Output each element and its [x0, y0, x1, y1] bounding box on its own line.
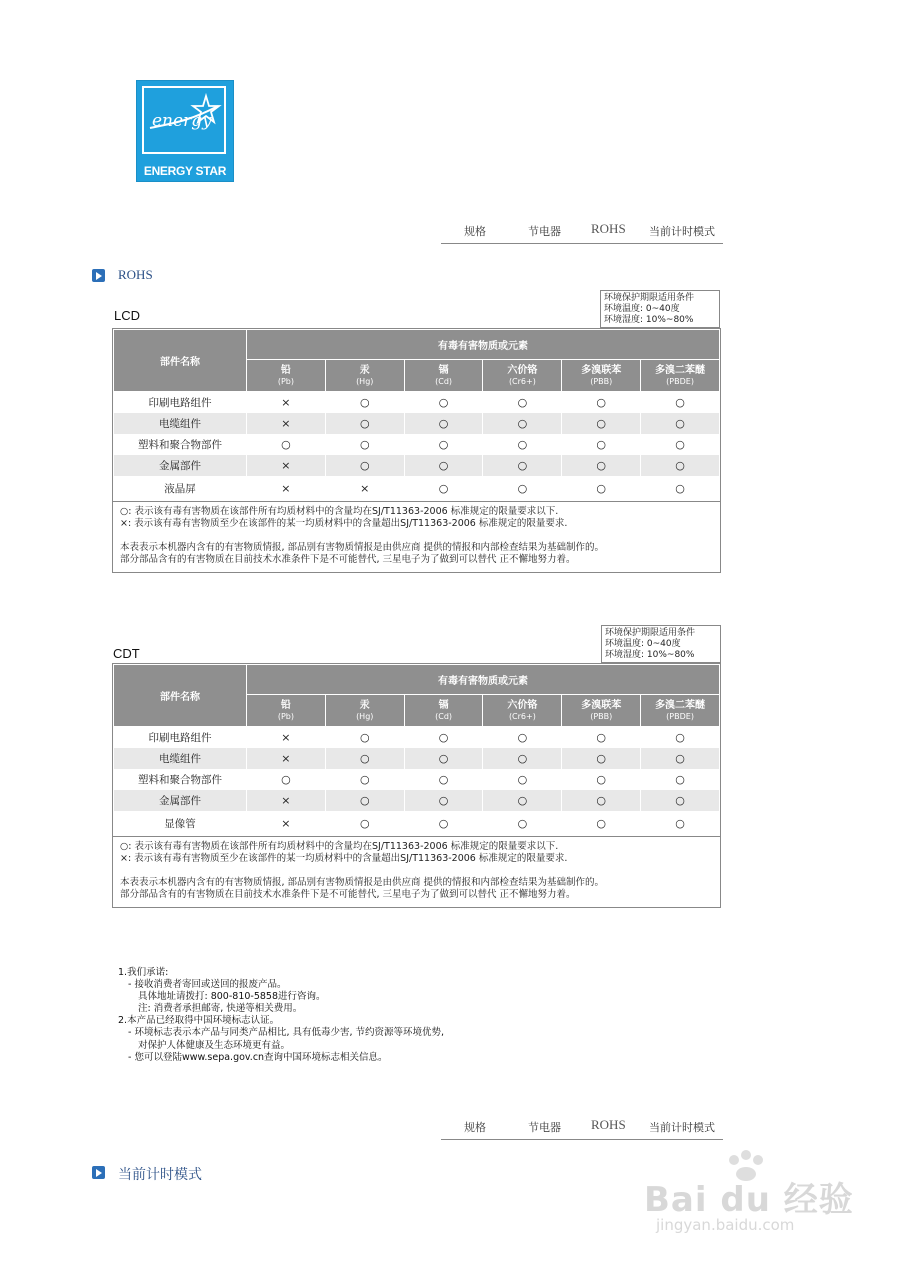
- value-cell: ○: [325, 769, 404, 790]
- value-cell: ○: [483, 413, 562, 434]
- toxic-substances-header: 有毒有害物质或元素: [247, 665, 720, 695]
- part-name-header: 部件名称: [114, 330, 247, 392]
- part-cell: 金属部件: [114, 790, 247, 811]
- value-cell: ○: [404, 727, 483, 748]
- value-cell: ×: [247, 727, 326, 748]
- part-cell: 电缆组件: [114, 413, 247, 434]
- commitment-line: 1.我们承诺:: [118, 967, 169, 978]
- value-cell: ○: [404, 455, 483, 476]
- condition-line: 环境湿度: 10%~80%: [605, 650, 695, 660]
- pbde-header: 多溴二苯醚 (PBDE): [641, 695, 720, 727]
- value-cell: ○: [641, 476, 720, 501]
- note-line: ×: 表示该有毒有害物质至少在该部件的某一均质材料中的含量超出SJ/T11363-2006 标准规定的限量要求.: [120, 852, 568, 864]
- value-cell: ○: [562, 769, 641, 790]
- commitments-block: [118, 967, 444, 1064]
- pbb-header: 多溴联苯 (PBB): [562, 360, 641, 392]
- value-cell: ○: [325, 727, 404, 748]
- value-cell: ○: [247, 434, 326, 455]
- note-line: 本表表示本机器内含有的有害物质情报, 部品别有害物质情报是由供应商 提供的情报和内部检查结果为基础制作的。: [120, 876, 605, 888]
- value-cell: ○: [641, 748, 720, 769]
- nav-timing-link[interactable]: 当前计时模式: [649, 225, 715, 238]
- value-cell: ○: [483, 392, 562, 413]
- value-cell: ○: [641, 413, 720, 434]
- value-cell: ×: [247, 748, 326, 769]
- value-cell: ○: [562, 811, 641, 836]
- nav-rohs-link[interactable]: ROHS: [591, 1117, 626, 1132]
- condition-line: 环境湿度: 10%~80%: [604, 315, 694, 325]
- note-line: 本表表示本机器内含有的有害物质情报, 部品别有害物质情报是由供应商 提供的情报和内部检查结果为基础制作的。: [120, 541, 605, 553]
- pbb-header: 多溴联苯 (PBB): [562, 695, 641, 727]
- condition-line: 环境温度: 0~40度: [604, 304, 680, 314]
- lcd-conditions-box: [600, 290, 720, 328]
- pb-header: 铅 (Pb): [247, 360, 326, 392]
- value-cell: ○: [483, 790, 562, 811]
- table-row: [114, 392, 720, 413]
- value-cell: ○: [641, 434, 720, 455]
- energy-star-emblem: [142, 86, 226, 154]
- part-cell: 电缆组件: [114, 748, 247, 769]
- note-line: ○: 表示该有毒有害物质在该部件所有均质材料中的含量均在SJ/T11363-2006 标准规定的限量要求以下.: [120, 505, 559, 517]
- energy-script: energy: [152, 111, 212, 131]
- value-cell: ○: [641, 790, 720, 811]
- condition-line: 环境保护期限适用条件: [604, 293, 695, 303]
- commitment-line: - 您可以登陆www.sepa.gov.cn查询中国环境标志相关信息。: [128, 1051, 388, 1063]
- top-nav: [441, 221, 723, 244]
- energy-star-icon: [144, 88, 224, 152]
- value-cell: ○: [562, 748, 641, 769]
- commitment-line: 2.本产品已经取得中国环境标志认证。: [118, 1015, 280, 1027]
- cr6-header: 六价铬 (Cr6+): [483, 360, 562, 392]
- bottom-nav: [441, 1117, 723, 1140]
- hg-header: 汞 (Hg): [325, 695, 404, 727]
- value-cell: ○: [562, 392, 641, 413]
- value-cell: ×: [247, 455, 326, 476]
- value-cell: ○: [562, 790, 641, 811]
- value-cell: ○: [483, 811, 562, 836]
- note-line: 部分部品含有的有害物质在目前技术水准条件下是不可能替代, 三星电子为了做到可以替代 正不懈地努力着。: [120, 553, 576, 565]
- value-cell: ○: [247, 769, 326, 790]
- value-cell: ○: [483, 748, 562, 769]
- table-row: [114, 790, 720, 811]
- commitment-line: 对保护人体健康及生态环境更有益。: [138, 1039, 291, 1051]
- commitment-line: 注: 消费者承担邮寄, 快递等相关费用。: [138, 1003, 303, 1015]
- rohs-title: ROHS: [118, 267, 153, 282]
- value-cell: ○: [562, 413, 641, 434]
- value-cell: ×: [325, 476, 404, 501]
- value-cell: ×: [247, 392, 326, 413]
- value-cell: ○: [641, 727, 720, 748]
- condition-line: 环境温度: 0~40度: [605, 639, 681, 649]
- value-cell: ○: [562, 455, 641, 476]
- baidu-watermark: [640, 1150, 860, 1240]
- timing-title: 当前计时模式: [118, 1167, 202, 1183]
- pbde-header: 多溴二苯醚 (PBDE): [641, 360, 720, 392]
- value-cell: ○: [404, 748, 483, 769]
- value-cell: ○: [562, 476, 641, 501]
- value-cell: ○: [562, 434, 641, 455]
- value-cell: ○: [483, 769, 562, 790]
- nav-timing-link[interactable]: 当前计时模式: [649, 1121, 715, 1134]
- nav-rohs-link[interactable]: ROHS: [591, 221, 626, 236]
- nav-spec-link[interactable]: 规格: [464, 225, 486, 238]
- energy-star-logo: [136, 80, 234, 182]
- value-cell: ○: [483, 434, 562, 455]
- value-cell: ○: [325, 748, 404, 769]
- value-cell: ○: [404, 811, 483, 836]
- value-cell: ○: [404, 434, 483, 455]
- value-cell: ○: [325, 392, 404, 413]
- condition-line: 环境保护期限适用条件: [605, 628, 696, 638]
- value-cell: ×: [247, 413, 326, 434]
- cr6-header: 六价铬 (Cr6+): [483, 695, 562, 727]
- value-cell: ○: [404, 392, 483, 413]
- hg-header: 汞 (Hg): [325, 360, 404, 392]
- table-row: [114, 727, 720, 748]
- energy-star-label: ENERGY STAR: [143, 164, 227, 178]
- commitment-line: 具体地址请拨打: 800-810-5858进行咨询。: [138, 991, 326, 1003]
- value-cell: ○: [404, 476, 483, 501]
- value-cell: ○: [325, 455, 404, 476]
- value-cell: ×: [247, 790, 326, 811]
- value-cell: ×: [247, 811, 326, 836]
- value-cell: ○: [562, 727, 641, 748]
- table-row: [114, 769, 720, 790]
- nav-power-saver-link[interactable]: 节电器: [528, 225, 561, 238]
- part-name-header: 部件名称: [114, 665, 247, 727]
- arrow-bullet-icon: [92, 1166, 105, 1179]
- cdt-notes: [113, 836, 720, 907]
- lcd-label: LCD: [114, 308, 141, 323]
- value-cell: ○: [641, 769, 720, 790]
- nav-spec-link[interactable]: 规格: [464, 1121, 486, 1134]
- lcd-hazard-table: [112, 328, 721, 573]
- table-row: [114, 748, 720, 769]
- part-cell: 金属部件: [114, 455, 247, 476]
- cdt-label: CDT: [113, 646, 140, 661]
- value-cell: ○: [325, 413, 404, 434]
- table-row: [114, 455, 720, 476]
- value-cell: ○: [325, 790, 404, 811]
- value-cell: ○: [641, 392, 720, 413]
- commitment-line: - 接收消费者寄回或送回的报废产品。: [128, 979, 287, 991]
- value-cell: ○: [325, 811, 404, 836]
- value-cell: ○: [641, 811, 720, 836]
- watermark-url: jingyan.baidu.com: [656, 1216, 795, 1234]
- cd-header: 镉 (Cd): [404, 695, 483, 727]
- lcd-notes: [113, 501, 720, 572]
- table-row: [114, 476, 720, 501]
- value-cell: ×: [247, 476, 326, 501]
- note-line: ○: 表示该有毒有害物质在该部件所有均质材料中的含量均在SJ/T11363-2006 标准规定的限量要求以下.: [120, 840, 559, 852]
- watermark-brand: Bai du 经验: [644, 1180, 854, 1220]
- value-cell: ○: [483, 727, 562, 748]
- cdt-conditions-box: [601, 625, 721, 663]
- note-line: ×: 表示该有毒有害物质至少在该部件的某一均质材料中的含量超出SJ/T11363-2006 标准规定的限量要求.: [120, 517, 568, 529]
- toxic-substances-header: 有毒有害物质或元素: [247, 330, 720, 360]
- part-cell: 印刷电路组件: [114, 727, 247, 748]
- table-row: [114, 811, 720, 836]
- pb-header: 铅 (Pb): [247, 695, 326, 727]
- cd-header: 镉 (Cd): [404, 360, 483, 392]
- value-cell: ○: [404, 413, 483, 434]
- part-cell: 液晶屏: [114, 476, 247, 501]
- part-cell: 印刷电路组件: [114, 392, 247, 413]
- value-cell: ○: [483, 455, 562, 476]
- arrow-bullet-icon: [92, 269, 105, 282]
- table-row: [114, 413, 720, 434]
- part-cell: 塑料和聚合物部件: [114, 434, 247, 455]
- commitment-line: - 环境标志表示本产品与同类产品相比, 具有低毒少害, 节约资源等环境优势,: [128, 1027, 445, 1039]
- value-cell: ○: [641, 455, 720, 476]
- note-line: 部分部品含有的有害物质在目前技术水准条件下是不可能替代, 三星电子为了做到可以替代 正不懈地努力着。: [120, 888, 576, 900]
- nav-power-saver-link[interactable]: 节电器: [528, 1121, 561, 1134]
- part-cell: 塑料和聚合物部件: [114, 769, 247, 790]
- value-cell: ○: [404, 790, 483, 811]
- table-row: [114, 434, 720, 455]
- value-cell: ○: [325, 434, 404, 455]
- cdt-hazard-table: [112, 663, 721, 908]
- value-cell: ○: [404, 769, 483, 790]
- part-cell: 显像管: [114, 811, 247, 836]
- value-cell: ○: [483, 476, 562, 501]
